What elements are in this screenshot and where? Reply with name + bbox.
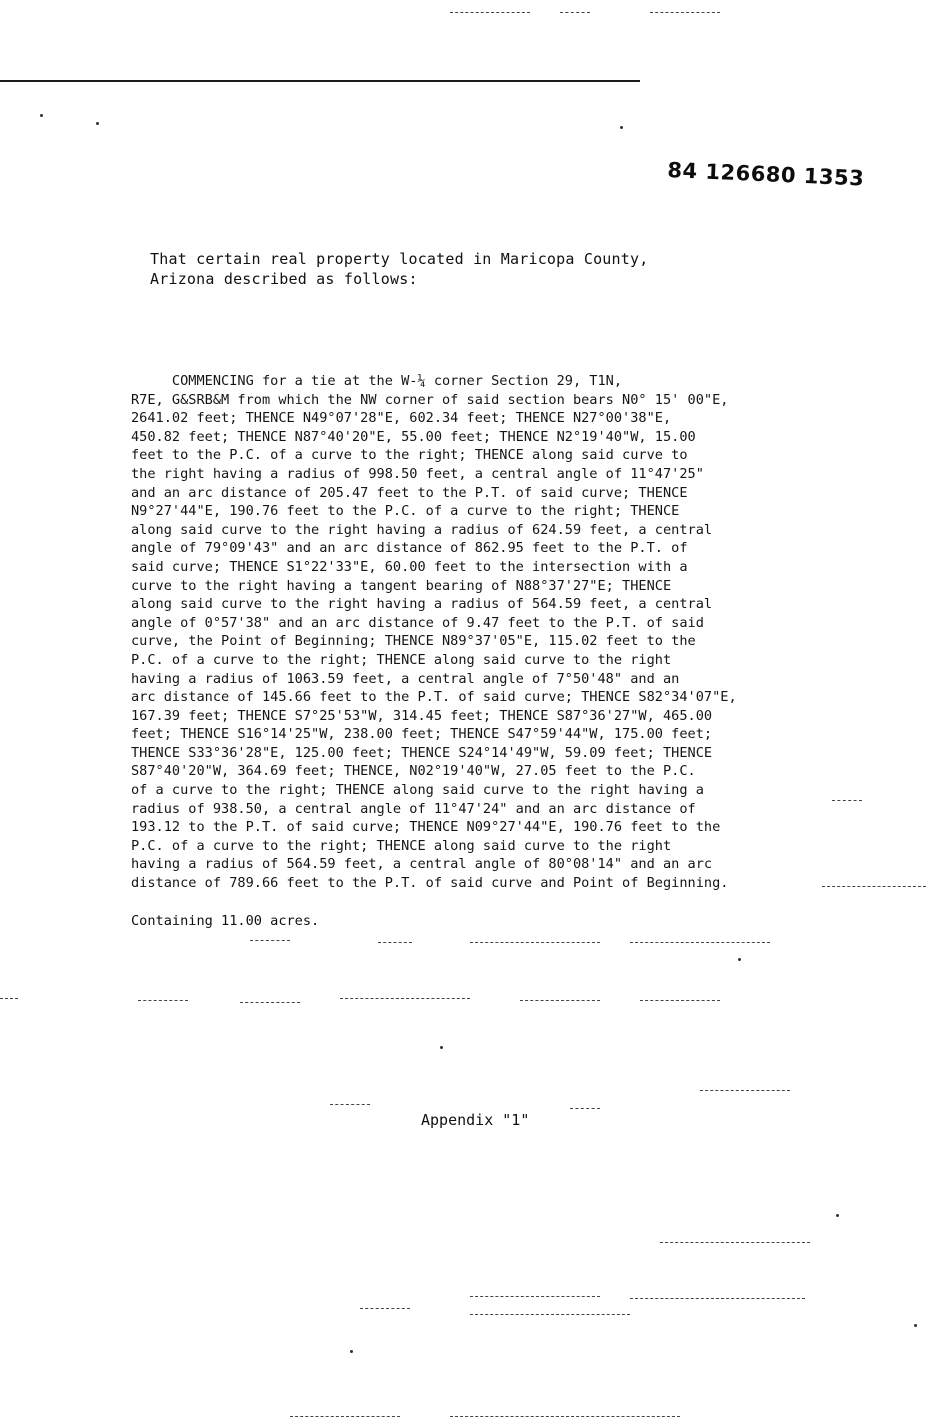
legal-line: P.C. of a curve to the right; THENCE along said curve to the right (131, 651, 672, 668)
legal-line: angle of 0°57'38" and an arc distance of 9.47 feet to the P.T. of said (131, 614, 704, 631)
legal-line: having a radius of 1063.59 feet, a central angle of 7°50'48" and an (131, 670, 680, 687)
legal-line: 167.39 feet; THENCE S7°25'53"W, 314.45 feet; THENCE S87°36'27"W, 465.00 (131, 707, 713, 724)
scan-artifact-line (570, 1108, 600, 1109)
legal-line: the right having a radius of 998.50 feet, a central angle of 11°47'25" (131, 465, 704, 482)
scan-artifact-line (450, 1416, 680, 1417)
legal-line: COMMENCING for a tie at the W-¼ corner Section 29, T1N, (131, 373, 623, 389)
scan-artifact-line (250, 940, 290, 941)
legal-line: along said curve to the right having a radius of 564.59 feet, a central (131, 596, 713, 613)
legal-line: radius of 938.50, a central angle of 11°47'24" and an arc distance of (131, 800, 696, 817)
scan-artifact-line (822, 886, 926, 887)
scan-speck (440, 1046, 443, 1049)
scan-artifact-line (360, 1308, 410, 1309)
scan-speck (914, 1324, 917, 1327)
acreage-statement: Containing 11.00 acres. (131, 913, 320, 929)
scan-artifact-line (450, 12, 530, 13)
scan-artifact-line (340, 998, 470, 999)
scan-speck (620, 126, 623, 129)
top-scan-rule (0, 80, 640, 82)
scan-artifact-line (330, 1104, 370, 1105)
recording-number: 84 126680 1353 (666, 158, 865, 191)
scan-artifact-line (832, 800, 862, 801)
scan-artifact-line (520, 1000, 600, 1001)
scan-artifact-line (640, 1000, 720, 1001)
legal-line: N9°27'44"E, 190.76 feet to the P.C. of a curve to the right; THENCE (131, 503, 680, 520)
scan-artifact-line (240, 1002, 300, 1003)
legal-line: feet to the P.C. of a curve to the right; THENCE along said curve to (131, 447, 688, 464)
legal-line: THENCE S33°36'28"E, 125.00 feet; THENCE S24°14'49"W, 59.09 feet; THENCE (131, 744, 713, 761)
property-intro (150, 249, 648, 289)
intro-line: That certain real property located in Maricopa County, (150, 250, 649, 268)
appendix-label: Appendix "1" (421, 1111, 530, 1129)
legal-line: said curve; THENCE S1°22'33"E, 60.00 feet to the intersection with a (131, 558, 688, 575)
scan-artifact-line (700, 1090, 790, 1091)
intro-line: Arizona described as follows: (150, 270, 418, 288)
legal-line: distance of 789.66 feet to the P.T. of said curve and Point of Beginning. (131, 875, 729, 892)
scan-artifact-line (470, 1296, 600, 1297)
scan-speck (836, 1214, 839, 1217)
legal-line: P.C. of a curve to the right; THENCE along said curve to the right (131, 837, 672, 854)
legal-line: 193.12 to the P.T. of said curve; THENCE N09°27'44"E, 190.76 feet to the (131, 819, 721, 836)
scan-artifact-line (560, 12, 590, 13)
legal-line: curve to the right having a tangent bearing of N88°37'27"E; THENCE (131, 577, 672, 594)
scan-speck (738, 958, 741, 961)
legal-line: angle of 79°09'43" and an arc distance of 862.95 feet to the P.T. of (131, 540, 688, 557)
scan-artifact-line (470, 1314, 630, 1315)
legal-line: along said curve to the right having a radius of 624.59 feet, a central (131, 521, 713, 538)
legal-line: having a radius of 564.59 feet, a central angle of 80°08'14" and an arc (131, 856, 713, 873)
scan-speck (350, 1350, 353, 1353)
legal-line: curve, the Point of Beginning; THENCE N89°37'05"E, 115.02 feet to the (131, 633, 696, 650)
scan-artifact-line (660, 1242, 810, 1243)
scan-artifact-line (630, 942, 770, 943)
legal-line: feet; THENCE S16°14'25"W, 238.00 feet; THENCE S47°59'44"W, 175.00 feet; (131, 726, 713, 743)
scan-artifact-line (378, 942, 412, 943)
scan-artifact-line (0, 998, 18, 999)
legal-line: of a curve to the right; THENCE along said curve to the right having a (131, 782, 704, 799)
legal-line: S87°40'20"W, 364.69 feet; THENCE, N02°19'40"W, 27.05 feet to the P.C. (131, 763, 696, 780)
legal-line: arc distance of 145.66 feet to the P.T. of said curve; THENCE S82°34'07"E, (131, 689, 737, 706)
legal-line: R7E, G&SRB&M from which the NW corner of said section bears N0° 15' 00"E, (131, 391, 729, 408)
scan-artifact-line (630, 1298, 805, 1299)
scan-artifact-line (138, 1000, 188, 1001)
legal-line: 2641.02 feet; THENCE N49°07'28"E, 602.34 feet; THENCE N27°00'38"E, (131, 410, 672, 427)
scan-speck (40, 114, 43, 117)
legal-line: and an arc distance of 205.47 feet to the P.T. of said curve; THENCE (131, 484, 688, 501)
legal-description (131, 372, 821, 893)
legal-line: 450.82 feet; THENCE N87°40'20"E, 55.00 feet; THENCE N2°19'40"W, 15.00 (131, 428, 696, 445)
scan-artifact-line (650, 12, 720, 13)
scan-speck (96, 122, 99, 125)
scan-artifact-line (290, 1416, 400, 1417)
scan-artifact-line (470, 942, 600, 943)
